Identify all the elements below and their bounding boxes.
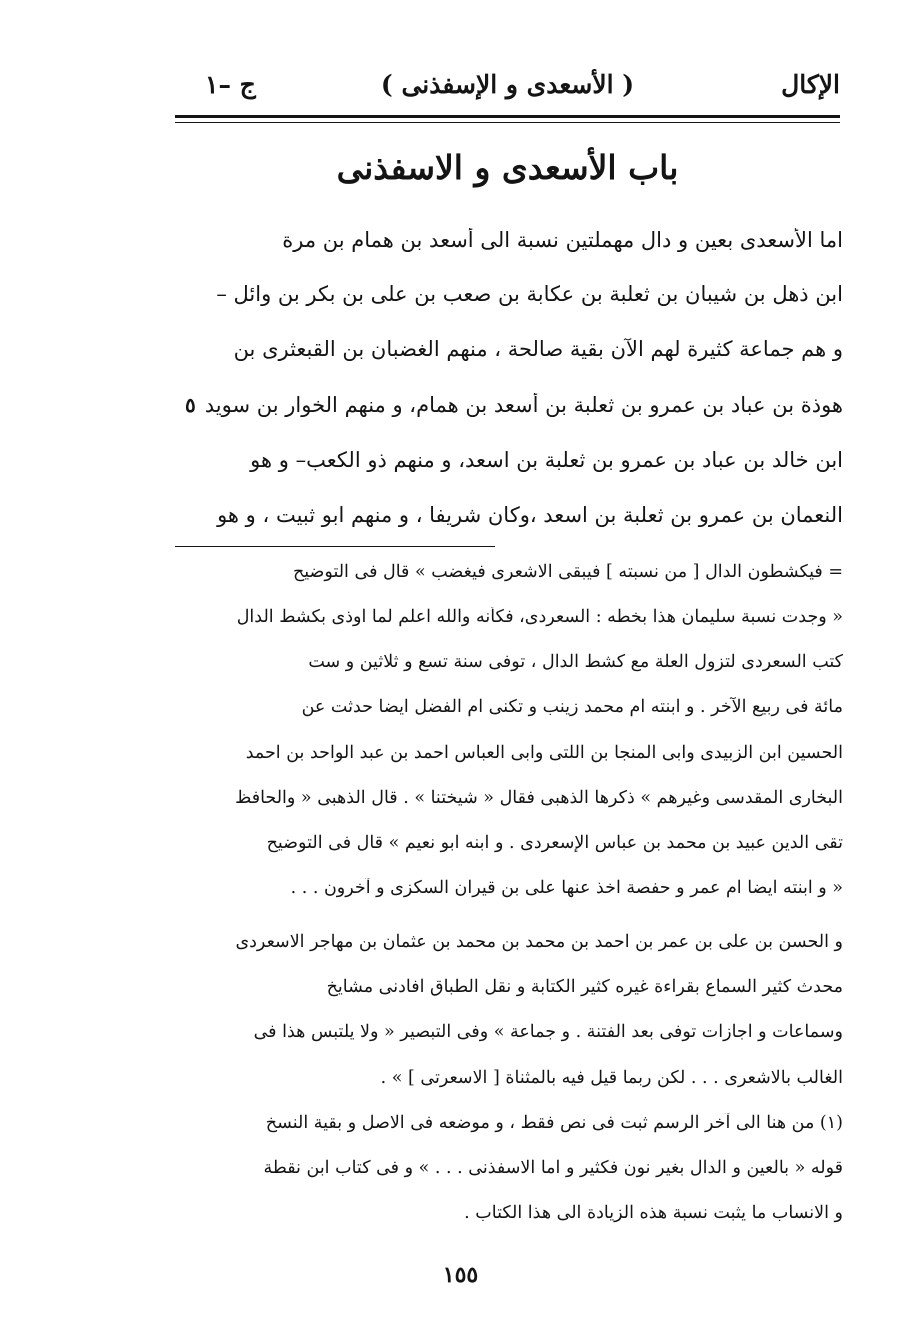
section-title: ( الأسعدى و الإسفذنى ) <box>380 70 635 99</box>
footnote-line: مائة فى ربيع الآخر . و ابنته ام محمد زينب و تكنى ام الفضل ايضا حدثت عن <box>301 697 843 717</box>
main-text-line: ابن ذهل بن شيبان بن ثعلبة بن عكابة بن صعب بن على بن بكر بن وائل – <box>216 282 843 306</box>
footnote-line: (١) من هنا الى آخر الرسم ثبت فى نص فقط ، و موضعه فى الاصل و بقية النسخ <box>265 1113 843 1133</box>
footnote-line: = فيكشطون الدال [ من نسبته ] فيبقى الاشعرى فيغضب » قال فى التوضيح <box>292 562 843 582</box>
footnote-separator <box>175 546 495 547</box>
chapter-title: باب الأسعدى و الاسفذنى <box>336 148 679 187</box>
footnote-line: « وجدت نسبة سليمان هذا بخطه : السعردى، فكأنه والله اعلم لما اوذى بكشط الدال <box>236 607 843 627</box>
main-text-line: ابن خالد بن عباد بن عمرو بن ثعلبة بن اسعد، و منهم ذو الكعب– و هو <box>250 448 843 472</box>
book-title: الإكال <box>781 70 840 99</box>
main-text-line: هوذة بن عباد بن عمرو بن ثعلبة بن أسعد بن همام، و منهم الخوار بن سويد <box>204 393 843 417</box>
footnote-line: البخارى المقدسى وغيرهم » ذكرها الذهبى فقال « شيختنا » . قال الذهبى « والحافظ <box>235 788 843 808</box>
footnote-line: الغالب بالاشعرى . . . لكن ربما قيل فيه بالمثناة [ الاسعرتى ] » . <box>380 1068 843 1088</box>
main-text-line: و هم جماعة كثيرة لهم الآن بقية صالحة ، منهم الغضبان بن القبعثرى بن <box>233 337 843 361</box>
footnote-line: و الحسن بن على بن عمر بن احمد بن محمد بن محمد بن عثمان بن مهاجر الاسعردى <box>235 932 843 952</box>
main-text-line: اما الأسعدى بعين و دال مهملتين نسبة الى أسعد بن همام بن مرة <box>282 228 843 252</box>
footnote-line: تقى الدين عبيد بن محمد بن عباس الإسعردى . و ابنه ابو نعيم » قال فى التوضيح <box>266 833 843 853</box>
header-rule-thin <box>175 122 840 123</box>
footnote-line: « و ابنته ايضا ام عمر و حفصة اخذ عنها على بن قيران السكزى و آخرون . . . <box>290 878 843 898</box>
main-text-line: النعمان بن عمرو بن ثعلبة بن اسعد ،وكان شريفا ، و منهم ابو ثبيت ، و هو <box>217 503 843 527</box>
line-number-marker: ٥ <box>185 393 196 417</box>
volume-label: ج –١ <box>205 70 256 99</box>
footnote-line: وسماعات و اجازات توفى بعد الفتنة . و جماعة » وفى التبصير « ولا يلتبس هذا فى <box>253 1022 843 1042</box>
running-header <box>175 70 840 110</box>
footnote-line: قوله « بالعين و الدال بغير نون فكثير و اما الاسفذنى . . . » و فى كتاب ابن نقطة <box>263 1158 843 1178</box>
footnote-line: و الانساب ما يثبت نسبة هذه الزيادة الى هذا الكتاب . <box>464 1203 843 1223</box>
footnote-line: الحسين ابن الزبيدى وابى المنجا بن اللتى وابى العباس احمد بن عبد الواحد بن احمد <box>245 743 843 763</box>
footnote-line: كتب السعردى لتزول العلة مع كشط الدال ، توفى سنة تسع و ثلاثين و ست <box>308 652 843 672</box>
header-rule-thick <box>175 115 840 118</box>
page-number: ١٥٥ <box>442 1262 479 1288</box>
footnote-line: محدث كثير السماع بقراءة غيره كثير الكتابة و نقل الطباق افادنى مشايخ <box>326 977 843 997</box>
